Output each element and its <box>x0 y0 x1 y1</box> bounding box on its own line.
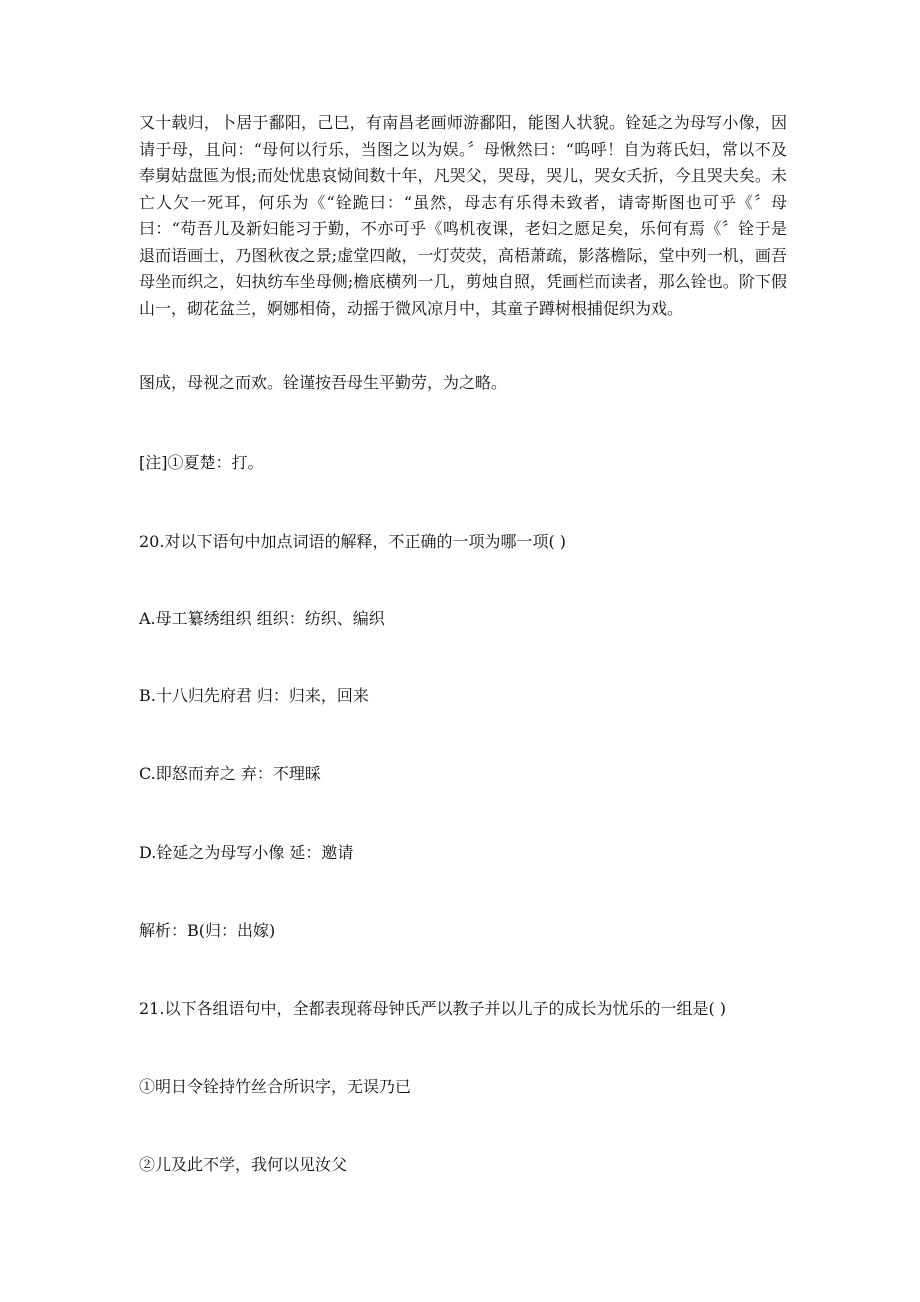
question-20-stem: 20.对以下语句中加点词语的解释，不正确的一项为哪一项( ) <box>139 532 567 551</box>
question-20-analysis: 解析：B(归：出嫁) <box>139 921 276 940</box>
question-21-stem: 21.以下各组语句中，全都表现蒋母钟氏严以教子并以儿子的成长为忧乐的一组是( ) <box>139 999 727 1018</box>
question-21-item-2: ②儿及此不学，我何以见汝父 <box>139 1155 348 1174</box>
conclusion-paragraph: 图成，母视之而欢。铨谨按吾母生平勤劳，为之略。 <box>139 373 508 392</box>
question-20-option-a: A.母工纂绣组织 组织：纺织、编织 <box>139 609 385 628</box>
question-20-option-c: C.即怒而弃之 弃：不理睬 <box>139 764 321 783</box>
question-21-item-1: ①明日令铨持竹丝合所识字，无误乃已 <box>139 1077 412 1096</box>
question-20-option-b: B.十八归先府君 归：归来，回来 <box>139 686 369 705</box>
annotation-note: [注]①夏楚：打。 <box>139 453 264 472</box>
question-20-option-d: D.铨延之为母写小像 延：邀请 <box>139 843 354 862</box>
passage-paragraph: 又十载归，卜居于鄱阳，己巳，有南昌老画师游鄱阳，能图人状貌。铨延之为母写小像，因请于母，且问：“母何以行乐，当图之以为娱。〞母愀然曰：“呜呼！自为蒋氏妇，常以不及奉舅姑盘匜为恨;而处忧患哀恸间数十年，凡哭父，哭母，哭儿，哭女夭折，今且哭夫矣。未亡人欠一死耳，何乐为《“铨跪曰：“虽然，母志有乐得未致者，请寄斯图也可乎《〞母曰：“苟吾儿及新妇能习于勤，不亦可乎《鸣机夜课，老妇之愿足矣，乐何有焉《〞铨于是退而语画士，乃图秋夜之景;虚堂四敞，一灯荧荧，高梧萧疏，影落檐际，堂中列一机，画吾母坐而织之，妇执纺车坐母侧;檐底横列一几，剪烛自照，凭画栏而读者，那么铨也。阶下假山一，砌花盆兰，婀娜相倚，动摇于微风凉月中，其童子蹲树根捕促织为戏。 <box>139 113 787 318</box>
